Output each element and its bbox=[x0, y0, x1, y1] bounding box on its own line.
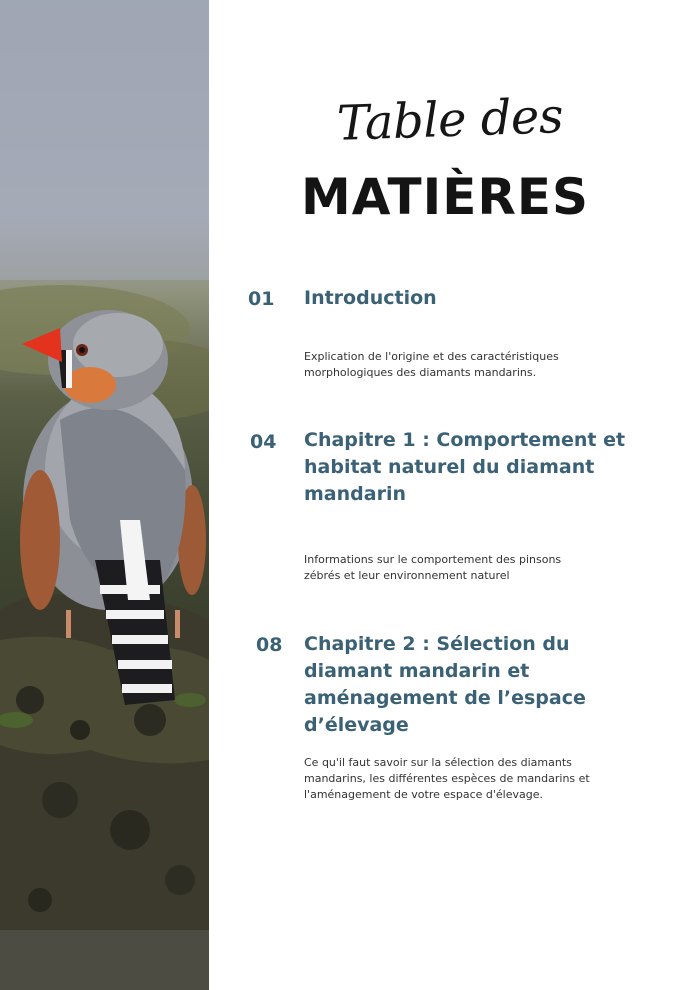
zebra-finch-icon bbox=[0, 0, 209, 990]
toc-page-number: 04 bbox=[250, 431, 277, 453]
toc-chapter-title[interactable]: Chapitre 1 : Comportement et habitat naturel du diamant mandarin bbox=[304, 429, 626, 505]
page-title: MATIÈRES bbox=[300, 168, 590, 226]
photo-panel bbox=[0, 0, 209, 990]
toc-chapter-description: Ce qu'il faut savoir sur la sélection des diamants mandarins, les différentes espèces de mandarins et l'aménagement de votre espace d'élevage. bbox=[304, 756, 590, 801]
toc-chapter-description: Explication de l'origine et des caractéristiques morphologiques des diamants mandarins. bbox=[304, 350, 559, 379]
toc-chapter-description: Informations sur le comportement des pinsons zébrés et leur environnement naturel bbox=[304, 553, 562, 582]
toc-page-number: 01 bbox=[248, 288, 275, 310]
page-title-script: Table des bbox=[336, 88, 564, 152]
toc-chapter-title[interactable]: Chapitre 2 : Sélection du diamant mandarin et aménagement de l’espace d’élevage bbox=[304, 633, 586, 736]
toc-chapter-title[interactable]: Introduction bbox=[304, 287, 437, 309]
toc-page-number: 08 bbox=[256, 634, 283, 656]
